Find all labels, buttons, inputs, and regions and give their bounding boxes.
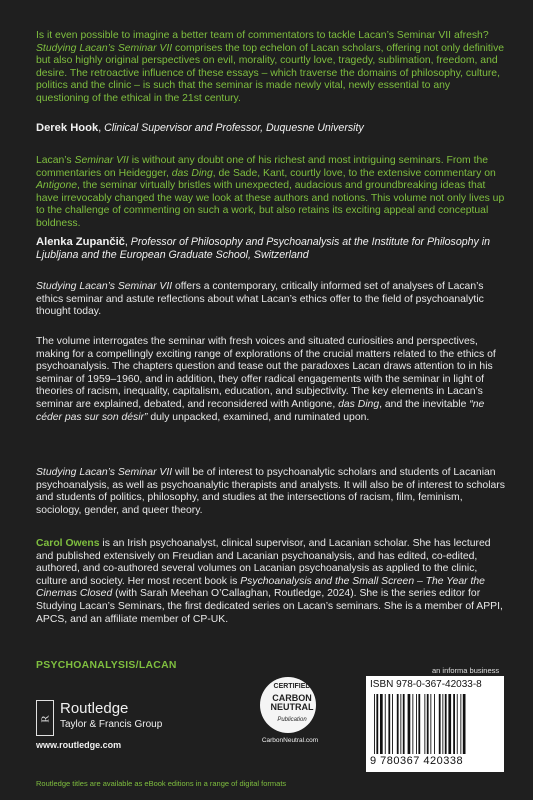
- carbon-line-2: CARBON NEUTRAL: [270, 693, 314, 712]
- barcode-digits: 9 780367 420338: [370, 755, 464, 767]
- barcode-bar: [424, 694, 425, 754]
- barcode-bar: [418, 694, 420, 754]
- description-paragraph-1: Studying Lacan’s Seminar VII offers a contemporary, critically informed set of analyses of Lacan’s ethics seminar and astute reflections about what Lacan’s ethics offer to the field of psychoanalytic thought today.: [36, 281, 484, 318]
- blurb-1-role: Clinical Supervisor and Professor, Duquesne University: [104, 122, 364, 134]
- svg-text:R: R: [39, 715, 52, 723]
- carbon-line-1: CERTIFIED: [273, 683, 311, 690]
- isbn-text: ISBN 978-0-367-42033-8: [370, 679, 482, 690]
- barcode-bar: [463, 694, 466, 754]
- barcode-bar: [430, 694, 431, 754]
- author-bio-name: Carol Owens: [36, 538, 100, 549]
- barcode-bar: [403, 694, 405, 754]
- barcode-bar: [445, 694, 447, 754]
- carbon-neutral-icon: [260, 677, 316, 733]
- carbon-url: CarbonNeutral.com: [261, 737, 319, 744]
- barcode-bar: [460, 694, 461, 754]
- blurb-1-text: Is it even possible to imagine a better team of commentators to tackle Lacan’s Seminar VII afresh? Studying Lacan’s Seminar VII comprises the top echelon of Lacan scholars, offering not only definitive but also highly original perspectives on evil, morality, courtly love, tragedy, sublimation, freedom, and desire. The retroactive influence of these essays – which traverse the domains of philosophy, culture, politics and the clinic – is such that the seminar is made newly vital, newly essential to any questioning of the ethical in the 21st century.: [36, 30, 505, 104]
- barcode-bar: [380, 694, 383, 754]
- barcode-bar: [374, 694, 375, 754]
- barcode-bar: [427, 694, 429, 754]
- author-bio-text: is an Irish psychoanalyst, clinical supervisor, and Lacanian scholar. She has lectured and published extensively on Freudian and Lacanian psychoanalysis, and has edited, co-edited, authored, and co-authored several volumes on Lacanian psychoanalysis as applied to the clinic, culture and society. Her most recent book is Psychoanalysis and the Small Screen – The Year the Cinemas Closed (with Sarah Meehan O’Callaghan, Routledge, 2024). She is the series editor for Studying Lacan’s Seminars, the first dedicated series on Lacan’s seminars. She is a member of APPI, APCS, and an affiliate member of CP-UK.: [36, 538, 503, 625]
- ebook-note: Routledge titles are available as eBook editions in a range of digital formats: [36, 779, 287, 788]
- barcode-bar: [385, 694, 386, 754]
- author-bio: [36, 538, 506, 626]
- barcode-bar: [392, 694, 393, 754]
- barcode-bar: [457, 694, 458, 754]
- barcode-bar: [442, 694, 443, 754]
- blurb-2-author: Alenka Zupančič: [36, 236, 125, 248]
- barcode-bar: [388, 694, 390, 754]
- barcode-bar: [408, 694, 411, 754]
- isbn-barcode: [366, 676, 504, 772]
- barcode-bar: [397, 694, 399, 754]
- informa-tagline: an informa business: [432, 666, 500, 675]
- blurb-2-role: Professor of Philosophy and Psychoanalysis at the Institute for Philosophy in Ljubljana and the European Graduate School, Switzerland: [36, 236, 491, 261]
- routledge-emblem-icon: [36, 700, 54, 736]
- blurb-1-author: Derek Hook: [36, 122, 99, 134]
- barcode-bar: [376, 694, 378, 754]
- carbon-line-3: Publication: [277, 717, 307, 723]
- barcode-bar: [448, 694, 451, 754]
- publisher-name: Routledge: [60, 700, 129, 717]
- routledge-logo: [36, 700, 186, 750]
- publisher-url[interactable]: www.routledge.com: [36, 740, 122, 750]
- carbon-neutral-badge: [256, 677, 322, 753]
- description-paragraph-3: Studying Lacan’s Seminar VII will be of interest to psychoanalytic scholars and students of Lacanian psychoanalysis, as well as psychoanalytic therapists and analysts. It will also be of interest to scholars and students of politics, philosophy, and studies at the intersections of racism, film, feminism, sociology, gender, and queer theory.: [36, 467, 505, 516]
- barcode-bar: [412, 694, 413, 754]
- blurb-1-attribution: Derek Hook, Clinical Supervisor and Professor, Duquesne University: [36, 122, 364, 134]
- barcode-bar: [434, 694, 435, 754]
- blurb-2-attribution: Alenka Zupančič, Professor of Philosophy and Psychoanalysis at the Institute for Philosophy in Ljubljana and the European Graduate School, Switzerland: [36, 236, 491, 261]
- blurb-2-text: Lacan’s Seminar VII is without any doubt one of his richest and most intriguing seminars. From the commentaries on Heidegger, das Ding, de Sade, Kant, courtly love, to the extensive commentary on Antigone, the seminar virtually bristles with unexpected, audacious and groundbreaking ideas that have irrevocably changed the way we look at these authors and notions. This volume not only lives up to the challenge of commenting on such a work, but also retains its exciting appeal and conceptual boldness.: [36, 155, 505, 229]
- barcode-bar: [400, 694, 401, 754]
- subject-category: PSYCHOANALYSIS/LACAN: [36, 660, 177, 671]
- barcode-bars: [374, 694, 496, 754]
- description-paragraph-2: The volume interrogates the seminar with fresh voices and situated curiosities and perspectives, making for a compellingly exciting range of explorations of the crucial matters related to the ethics of psychoanalysis. The chapters question and tease out the paradoxes Lacan draws attention to in his seminar of 1959–1960, and in addition, they offer radical engagements with the seminar in light of theories of racism, inequality, capitalism, education, and subjectivity. The key elements in Lacan’s seminar are explained, debated, and reconsidered with Antigone, das Ding, and the inevitable “ne céder pas sur son désir” duly unpacked, examined, and ruminated upon.: [36, 336, 496, 423]
- barcode-bar: [439, 694, 441, 754]
- barcode-bar: [416, 694, 417, 754]
- barcode-bar: [453, 694, 455, 754]
- publisher-group: Taylor & Francis Group: [60, 719, 163, 730]
